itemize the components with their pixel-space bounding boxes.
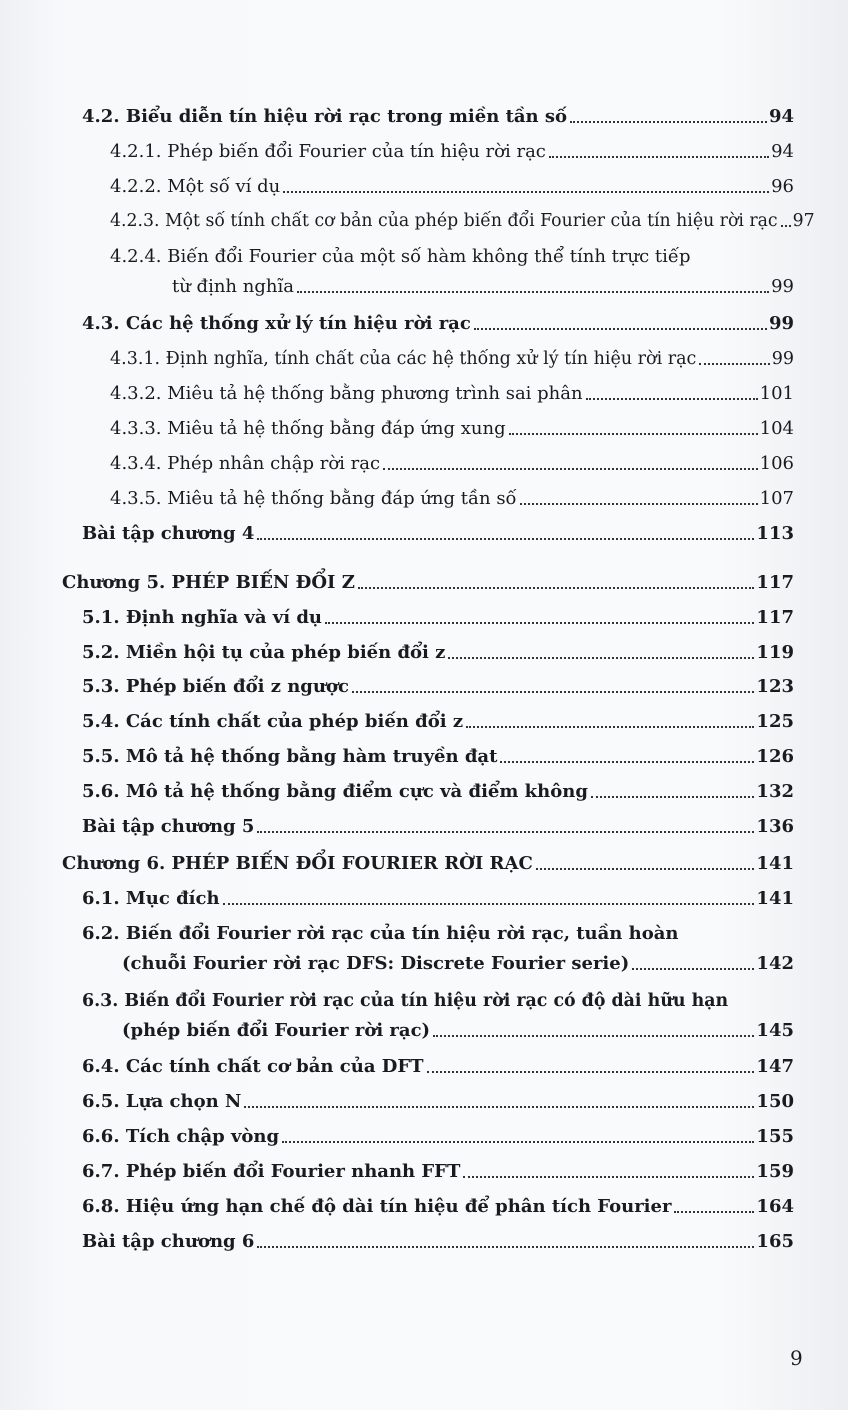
dot-leader (674, 1211, 754, 1213)
toc-subsection-4-2-4-title: 4.2.4. Biến đổi Fourier của một số hàm không thể tính trực tiếp (110, 246, 691, 267)
toc-entry-page: 136 (756, 816, 794, 837)
toc-entry-title: 4.2. Biểu diễn tín hiệu rời rạc trong miền tần số (82, 106, 568, 127)
toc-entry-page: 104 (759, 418, 794, 439)
dot-leader (520, 503, 758, 505)
toc-entry-page: 159 (756, 1161, 794, 1182)
toc-section-6-2 (122, 953, 794, 975)
toc-entry-title: 6.8. Hiệu ứng hạn chế độ dài tín hiệu để phân tích Fourier (82, 1196, 672, 1217)
toc-entry-title: 5.5. Mô tả hệ thống bằng hàm truyền đạt (82, 746, 498, 767)
toc-section-5-6 (82, 781, 794, 803)
toc-entry-title: Bài tập chương 4 (82, 523, 255, 544)
dot-leader (257, 831, 754, 833)
toc-entry-page: 132 (756, 781, 794, 802)
toc-section-4-3 (82, 313, 794, 335)
toc-section-5-3 (82, 676, 794, 698)
toc-entry-page: 150 (756, 1091, 794, 1112)
toc-entry-page: 125 (756, 711, 794, 732)
toc-section-6-6 (82, 1126, 794, 1148)
toc-entry-title: 5.3. Phép biến đổi z ngược (82, 676, 349, 697)
toc-entry-page: 97 (792, 211, 815, 231)
toc-entry-page: 155 (756, 1126, 794, 1147)
toc-entry-page: 94 (771, 141, 794, 162)
toc-entry-title: Bài tập chương 5 (82, 816, 255, 837)
toc-entry-page: 113 (756, 523, 794, 544)
toc-section-6-8 (82, 1196, 794, 1218)
toc-entry-title: 4.3.5. Miêu tả hệ thống bằng đáp ứng tần số (110, 488, 517, 509)
toc-section-6-4 (82, 1056, 794, 1078)
toc-entry-page: 145 (756, 1020, 794, 1041)
toc-section-6-7 (82, 1161, 794, 1183)
toc-entry-title: 4.2.1. Phép biến đổi Fourier của tín hiệu rời rạc (110, 141, 546, 162)
toc-entry-title: 4.3.2. Miêu tả hệ thống bằng phương trình sai phân (110, 383, 583, 404)
toc-section-5-5 (82, 746, 794, 768)
dot-leader (223, 903, 755, 905)
toc-entry-title: 6.7. Phép biến đổi Fourier nhanh FFT (82, 1161, 461, 1182)
toc-subsection-4-2-3 (110, 210, 815, 232)
toc-entry-title: 5.2. Miền hội tụ của phép biến đổi z (82, 642, 446, 663)
toc-subsection-4-3-2 (110, 383, 794, 405)
dot-leader (352, 691, 755, 693)
dot-leader (781, 225, 791, 227)
dot-leader (433, 1035, 754, 1037)
dot-leader (536, 868, 755, 870)
dot-leader (500, 761, 754, 763)
toc-entry-title: 5.1. Định nghĩa và ví dụ (82, 607, 323, 628)
page-number: 9 (790, 1346, 803, 1370)
toc-exercises-chapter-5 (82, 816, 794, 838)
toc-subsection-4-3-3 (110, 418, 794, 440)
toc-entry-page: 119 (756, 642, 794, 663)
toc-section-5-4 (82, 711, 794, 733)
toc-entry-page: 99 (771, 276, 794, 297)
dot-leader (257, 538, 754, 540)
toc-entry-title: Chương 5. PHÉP BIẾN ĐỔI Z (62, 572, 355, 593)
toc-entry-title: 4.2.3. Một số tính chất cơ bản của phép biến đổi Fourier của tín hiệu rời rạc (110, 211, 778, 231)
toc-section-6-1 (82, 888, 794, 910)
dot-leader (283, 191, 769, 193)
toc-subsection-4-2-4 (172, 276, 794, 298)
toc-section-4-2 (82, 106, 794, 128)
toc-entry-page: 142 (756, 953, 794, 974)
dot-leader (699, 363, 769, 365)
dot-leader (257, 1246, 754, 1248)
dot-leader (632, 968, 754, 970)
dot-leader (448, 657, 754, 659)
toc-entry-page: 96 (771, 176, 794, 197)
toc-exercises-chapter-4 (82, 523, 794, 545)
toc-section-6-3 (122, 1020, 794, 1042)
toc-entry-title-continued: (chuỗi Fourier rời rạc DFS: Discrete Fourier serie) (122, 953, 630, 974)
toc-entry-title: 4.3.3. Miêu tả hệ thống bằng đáp ứng xung (110, 418, 506, 439)
toc-entry-page: 94 (768, 106, 794, 127)
toc-entry-title-continued: từ định nghĩa (172, 276, 294, 297)
toc-section-6-2-title: 6.2. Biến đổi Fourier rời rạc của tín hiệu rời rạc, tuần hoàn (82, 923, 679, 944)
toc-entry-page: 123 (756, 676, 794, 697)
dot-leader (463, 1176, 754, 1178)
toc-entry-title: 4.3.1. Định nghĩa, tính chất của các hệ thống xử lý tín hiệu rời rạc (110, 349, 697, 369)
dot-leader (244, 1106, 754, 1108)
toc-entry-page: 117 (756, 607, 794, 628)
toc-entry-page: 107 (759, 488, 794, 509)
toc-entry-title: 4.3. Các hệ thống xử lý tín hiệu rời rạc (82, 313, 471, 334)
toc-section-5-1 (82, 607, 794, 629)
dot-leader (466, 726, 754, 728)
dot-leader (282, 1141, 754, 1143)
toc-entry-page: 126 (756, 746, 794, 767)
dot-leader (427, 1071, 755, 1073)
dot-leader (586, 398, 758, 400)
dot-leader (325, 622, 754, 624)
toc-entry-page: 117 (756, 572, 794, 593)
toc-entry-page: 165 (756, 1231, 794, 1252)
toc-subsection-4-3-1 (110, 348, 794, 370)
dot-leader (591, 796, 755, 798)
toc-subsection-4-3-5 (110, 488, 794, 510)
toc-entry-title: 5.6. Mô tả hệ thống bằng điểm cực và điểm không (82, 781, 588, 802)
toc-subsection-4-3-4 (110, 453, 794, 475)
toc-chapter-6 (62, 853, 794, 875)
toc-section-6-5 (82, 1091, 794, 1113)
dot-leader (383, 468, 758, 470)
toc-subsection-4-2-1 (110, 141, 794, 163)
toc-entry-title: Chương 6. PHÉP BIẾN ĐỔI FOURIER RỜI RẠC (62, 853, 533, 874)
toc-entry-title: 6.4. Các tính chất cơ bản của DFT (82, 1056, 424, 1077)
toc-entry-page: 99 (768, 313, 794, 334)
dot-leader (570, 121, 767, 123)
toc-entry-page: 164 (756, 1196, 794, 1217)
toc-section-5-2 (82, 642, 794, 664)
toc-entry-title: 5.4. Các tính chất của phép biến đổi z (82, 711, 464, 732)
dot-leader (297, 291, 769, 293)
toc-entry-page: 141 (756, 888, 794, 909)
dot-leader (358, 587, 755, 589)
dot-leader (509, 433, 758, 435)
toc-entry-title: 6.5. Lựa chọn N (82, 1091, 242, 1112)
toc-entry-title: 4.3.4. Phép nhân chập rời rạc (110, 453, 381, 474)
toc-section-6-3-title: 6.3. Biến đổi Fourier rời rạc của tín hiệu rời rạc có độ dài hữu hạn (82, 991, 729, 1011)
toc-subsection-4-2-2 (110, 176, 794, 198)
dot-leader (474, 328, 767, 330)
toc-chapter-5 (62, 572, 794, 594)
toc-entry-title: 6.6. Tích chập vòng (82, 1126, 280, 1147)
toc-entry-page: 99 (771, 349, 794, 369)
dot-leader (549, 156, 769, 158)
toc-entry-title: Bài tập chương 6 (82, 1231, 255, 1252)
toc-entry-title-continued: (phép biến đổi Fourier rời rạc) (122, 1020, 431, 1041)
toc-entry-title: 6.1. Mục đích (82, 888, 220, 909)
toc-entry-title: 4.2.2. Một số ví dụ (110, 176, 281, 197)
toc-entry-page: 147 (756, 1056, 794, 1077)
toc-entry-page: 101 (759, 383, 794, 404)
toc-exercises-chapter-6 (82, 1231, 794, 1253)
toc-entry-page: 106 (759, 453, 794, 474)
toc-entry-page: 141 (756, 853, 794, 874)
